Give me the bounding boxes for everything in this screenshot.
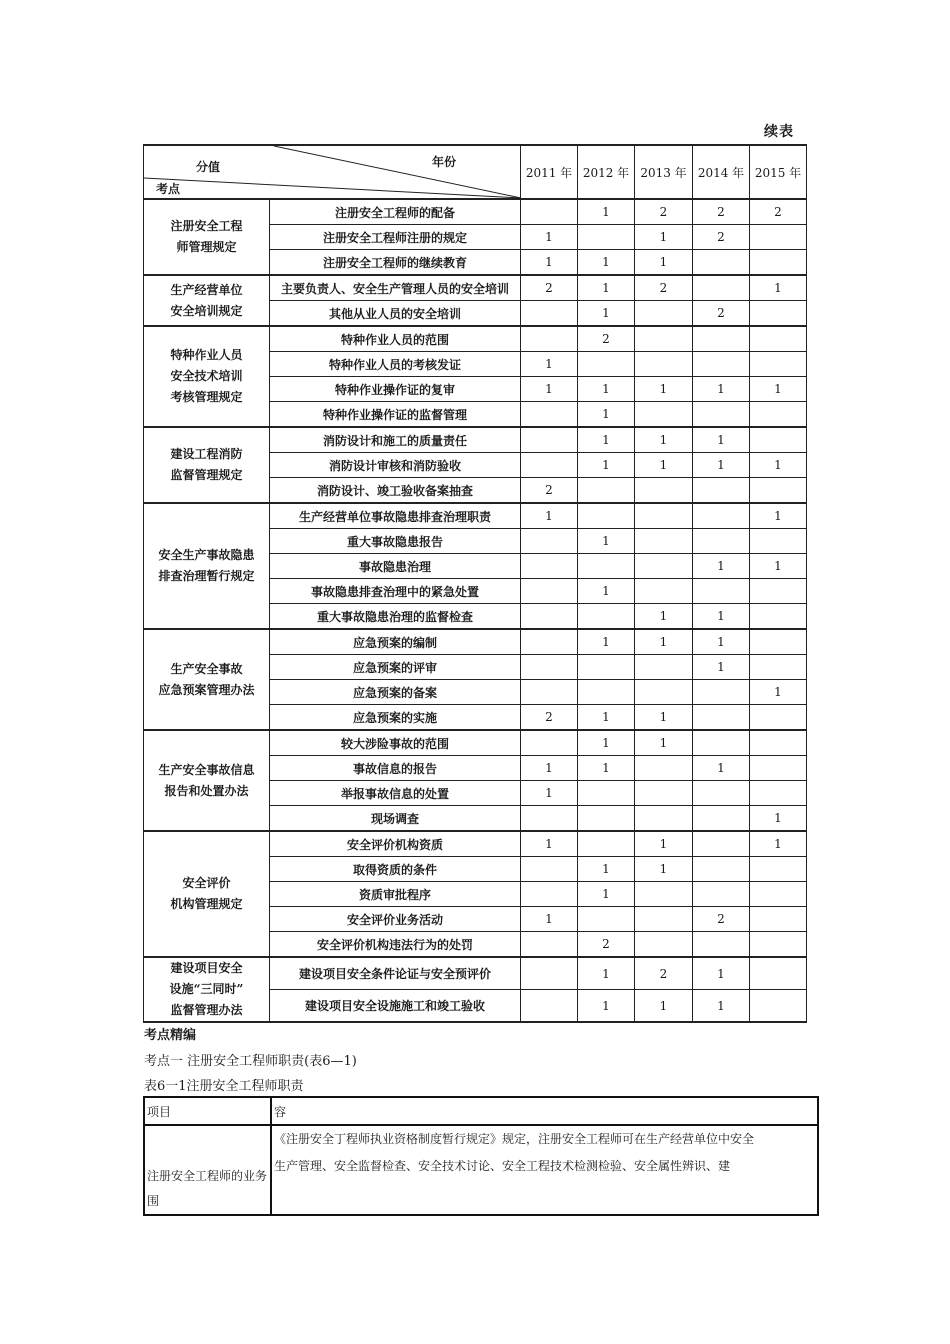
score-cell xyxy=(635,503,693,529)
score-cell xyxy=(750,756,807,781)
score-cell xyxy=(635,554,693,579)
category-cell: 生产经营单位 安全培训规定 xyxy=(144,275,270,326)
table-row xyxy=(144,503,807,529)
score-cell: 1 xyxy=(578,275,635,301)
point-cell: 消防设计审核和消防验收 xyxy=(270,453,521,478)
table-row xyxy=(144,199,807,225)
head-content-cell: 容 xyxy=(271,1097,818,1125)
score-cell xyxy=(578,554,635,579)
exam-points-table xyxy=(143,144,807,1023)
score-cell: 2 xyxy=(578,932,635,958)
point-cell: 注册安全工程师的配备 xyxy=(270,199,521,225)
score-cell xyxy=(578,478,635,504)
point-cell: 安全评价业务活动 xyxy=(270,907,521,932)
score-cell xyxy=(750,629,807,655)
year-header: 2014 年 xyxy=(693,145,750,199)
score-cell: 2 xyxy=(635,957,693,990)
score-cell xyxy=(750,882,807,907)
score-cell: 1 xyxy=(521,250,578,276)
score-cell: 1 xyxy=(578,453,635,478)
score-cell xyxy=(693,579,750,604)
score-cell: 1 xyxy=(521,503,578,529)
category-cell: 注册安全工程 师管理规定 xyxy=(144,199,270,275)
score-cell: 1 xyxy=(521,781,578,806)
score-cell xyxy=(635,326,693,352)
score-cell: 1 xyxy=(578,705,635,731)
table-row xyxy=(144,957,807,990)
continued-label: 续表 xyxy=(764,124,794,140)
point-cell: 资质审批程序 xyxy=(270,882,521,907)
score-cell xyxy=(750,857,807,882)
score-cell xyxy=(635,907,693,932)
score-cell xyxy=(635,655,693,680)
score-cell xyxy=(693,352,750,377)
score-cell xyxy=(521,529,578,554)
point-cell: 应急预案的实施 xyxy=(270,705,521,731)
score-cell xyxy=(693,882,750,907)
score-cell xyxy=(750,730,807,756)
year-header: 2012 年 xyxy=(578,145,635,199)
score-cell: 1 xyxy=(693,604,750,630)
score-cell: 2 xyxy=(693,907,750,932)
score-cell xyxy=(521,857,578,882)
category-cell: 生产安全事故信息 报告和处置办法 xyxy=(144,730,270,831)
score-cell: 2 xyxy=(521,705,578,731)
score-cell xyxy=(750,957,807,990)
score-cell: 1 xyxy=(635,453,693,478)
point-cell: 应急预案的备案 xyxy=(270,680,521,705)
score-cell: 1 xyxy=(578,529,635,554)
score-cell: 1 xyxy=(578,857,635,882)
score-cell: 1 xyxy=(693,427,750,453)
score-cell xyxy=(750,352,807,377)
score-cell xyxy=(750,990,807,1023)
score-cell xyxy=(521,326,578,352)
head-item-cell: 项目 xyxy=(144,1097,271,1125)
score-cell xyxy=(693,806,750,832)
score-cell xyxy=(750,655,807,680)
year-header: 2015 年 xyxy=(750,145,807,199)
point-cell: 特种作业人员的考核发证 xyxy=(270,352,521,377)
score-cell xyxy=(693,402,750,428)
score-cell xyxy=(750,250,807,276)
score-cell: 1 xyxy=(578,199,635,225)
score-cell xyxy=(635,529,693,554)
score-cell xyxy=(750,932,807,958)
point-cell: 重大事故隐患报告 xyxy=(270,529,521,554)
table-row xyxy=(144,831,807,857)
row-item-cell xyxy=(144,1125,271,1215)
score-cell xyxy=(521,402,578,428)
score-cell xyxy=(521,655,578,680)
score-cell: 1 xyxy=(635,629,693,655)
row-item-text: 注册安全工程师的业务围 xyxy=(147,1169,268,1208)
point-cell: 重大事故隐患治理的监督检查 xyxy=(270,604,521,630)
point-cell: 生产经营单位事故隐患排查治理职责 xyxy=(270,503,521,529)
score-cell: 1 xyxy=(635,730,693,756)
point-cell: 安全评价机构资质 xyxy=(270,831,521,857)
score-cell xyxy=(521,554,578,579)
score-cell: 1 xyxy=(578,377,635,402)
score-cell xyxy=(750,781,807,806)
header-point-label: 考点 xyxy=(156,182,181,196)
point-cell: 建设项目安全条件论证与安全预评价 xyxy=(270,957,521,990)
point-cell: 事故隐患治理 xyxy=(270,554,521,579)
score-cell: 1 xyxy=(635,705,693,731)
score-cell xyxy=(693,781,750,806)
category-cell: 安全评价 机构管理规定 xyxy=(144,831,270,957)
score-cell xyxy=(578,907,635,932)
point-cell: 取得资质的条件 xyxy=(270,857,521,882)
score-cell xyxy=(693,932,750,958)
header-year-label: 年份 xyxy=(432,155,457,169)
score-cell xyxy=(750,579,807,604)
score-cell xyxy=(693,730,750,756)
category-cell: 建设工程消防 监督管理规定 xyxy=(144,427,270,503)
score-cell: 1 xyxy=(635,377,693,402)
point-cell: 应急预案的评审 xyxy=(270,655,521,680)
point-cell: 注册安全工程师的继续教育 xyxy=(270,250,521,276)
score-cell: 1 xyxy=(635,225,693,250)
score-cell xyxy=(693,503,750,529)
score-cell: 1 xyxy=(521,377,578,402)
score-cell xyxy=(635,579,693,604)
score-cell: 1 xyxy=(578,579,635,604)
score-cell: 1 xyxy=(693,377,750,402)
score-cell: 1 xyxy=(693,957,750,990)
diagonal-header-cell xyxy=(144,145,521,199)
score-cell xyxy=(521,629,578,655)
score-cell xyxy=(750,402,807,428)
score-cell: 2 xyxy=(578,326,635,352)
row-content-cell xyxy=(271,1125,818,1215)
score-cell xyxy=(750,301,807,327)
score-cell xyxy=(635,680,693,705)
score-cell xyxy=(521,957,578,990)
score-cell: 1 xyxy=(750,806,807,832)
duties-table xyxy=(143,1096,819,1216)
score-cell: 1 xyxy=(635,857,693,882)
score-cell: 2 xyxy=(693,199,750,225)
score-cell xyxy=(693,478,750,504)
score-cell: 1 xyxy=(521,756,578,781)
table-caption: 表6一1注册安全工程师职责 xyxy=(144,1079,304,1094)
score-cell xyxy=(750,705,807,731)
score-cell xyxy=(521,427,578,453)
score-cell: 2 xyxy=(521,478,578,504)
score-cell: 1 xyxy=(521,907,578,932)
score-cell: 1 xyxy=(750,831,807,857)
score-cell xyxy=(635,932,693,958)
category-cell: 生产安全事故 应急预案管理办法 xyxy=(144,629,270,730)
score-cell: 1 xyxy=(578,402,635,428)
score-cell: 1 xyxy=(635,990,693,1023)
score-cell xyxy=(635,352,693,377)
score-cell xyxy=(635,756,693,781)
score-cell: 1 xyxy=(693,453,750,478)
point-cell: 注册安全工程师注册的规定 xyxy=(270,225,521,250)
score-cell xyxy=(578,831,635,857)
score-cell: 2 xyxy=(521,275,578,301)
score-cell: 2 xyxy=(693,225,750,250)
score-cell xyxy=(578,806,635,832)
score-cell xyxy=(635,781,693,806)
score-cell: 1 xyxy=(635,604,693,630)
score-cell: 1 xyxy=(693,554,750,579)
score-cell: 1 xyxy=(521,831,578,857)
point-one-heading: 考点一 注册安全工程师职责(表6—1) xyxy=(144,1054,357,1069)
point-cell: 安全评价机构违法行为的处罚 xyxy=(270,932,521,958)
score-cell xyxy=(578,503,635,529)
score-cell: 1 xyxy=(521,352,578,377)
header-score-label: 分值 xyxy=(196,160,221,174)
score-cell: 1 xyxy=(750,503,807,529)
point-cell: 主要负责人、安全生产管理人员的安全培训 xyxy=(270,275,521,301)
score-cell xyxy=(750,326,807,352)
score-cell xyxy=(693,857,750,882)
score-cell: 1 xyxy=(635,427,693,453)
point-cell: 特种作业操作证的监督管理 xyxy=(270,402,521,428)
score-cell: 1 xyxy=(750,275,807,301)
score-cell xyxy=(521,604,578,630)
score-cell xyxy=(578,680,635,705)
point-cell: 事故隐患排查治理中的紧急处置 xyxy=(270,579,521,604)
score-cell xyxy=(521,301,578,327)
point-cell: 其他从业人员的安全培训 xyxy=(270,301,521,327)
score-cell xyxy=(750,604,807,630)
score-cell xyxy=(750,427,807,453)
score-cell xyxy=(635,301,693,327)
score-cell xyxy=(693,275,750,301)
score-cell: 2 xyxy=(635,275,693,301)
score-cell: 2 xyxy=(750,199,807,225)
score-cell xyxy=(521,730,578,756)
point-cell: 应急预案的编制 xyxy=(270,629,521,655)
score-cell: 1 xyxy=(750,377,807,402)
table-row xyxy=(144,275,807,301)
score-cell xyxy=(635,478,693,504)
section-title: 考点精编 xyxy=(144,1028,197,1043)
point-cell: 现场调查 xyxy=(270,806,521,832)
score-cell xyxy=(635,402,693,428)
score-cell: 1 xyxy=(750,453,807,478)
score-cell xyxy=(750,225,807,250)
table-row xyxy=(144,730,807,756)
score-cell xyxy=(635,882,693,907)
point-cell: 特种作业人员的范围 xyxy=(270,326,521,352)
score-cell xyxy=(521,453,578,478)
point-cell: 消防设计和施工的质量责任 xyxy=(270,427,521,453)
score-cell xyxy=(693,529,750,554)
score-cell xyxy=(750,478,807,504)
year-header: 2011 年 xyxy=(521,145,578,199)
category-cell: 建设项目安全 设施“三同时” 监督管理办法 xyxy=(144,957,270,1022)
score-cell: 1 xyxy=(578,882,635,907)
score-cell xyxy=(521,932,578,958)
point-cell: 消防设计、竣工验收备案抽查 xyxy=(270,478,521,504)
score-cell xyxy=(521,199,578,225)
score-cell: 1 xyxy=(578,629,635,655)
point-cell: 建设项目安全设施施工和竣工验收 xyxy=(270,990,521,1023)
score-cell xyxy=(693,326,750,352)
score-cell xyxy=(521,882,578,907)
score-cell xyxy=(521,579,578,604)
score-cell xyxy=(521,806,578,832)
score-cell xyxy=(578,655,635,680)
score-cell xyxy=(521,990,578,1023)
table-row xyxy=(144,427,807,453)
score-cell: 1 xyxy=(693,756,750,781)
score-cell: 1 xyxy=(693,990,750,1023)
score-cell: 1 xyxy=(693,655,750,680)
table-row xyxy=(144,629,807,655)
score-cell: 1 xyxy=(693,629,750,655)
content-line: 生产管理、安全监督检查、安全技术讨论、安全工程技术检测检验、安全属性辨识、建 xyxy=(274,1159,731,1173)
score-cell: 1 xyxy=(578,756,635,781)
score-cell xyxy=(693,680,750,705)
score-cell xyxy=(635,806,693,832)
score-cell: 1 xyxy=(578,957,635,990)
score-cell: 1 xyxy=(578,990,635,1023)
score-cell xyxy=(693,705,750,731)
point-cell: 特种作业操作证的复审 xyxy=(270,377,521,402)
score-cell xyxy=(578,604,635,630)
category-cell: 特种作业人员 安全技术培训 考核管理规定 xyxy=(144,326,270,427)
score-cell: 1 xyxy=(750,554,807,579)
score-cell xyxy=(521,680,578,705)
score-cell: 2 xyxy=(693,301,750,327)
score-cell: 1 xyxy=(635,831,693,857)
score-cell xyxy=(750,529,807,554)
content-line: 《注册安全丁程师执业资格制度暂行规定》规定，注册安全工程师可在生产经营单位中安全 xyxy=(274,1132,755,1146)
score-cell: 1 xyxy=(578,250,635,276)
point-cell: 举报事故信息的处置 xyxy=(270,781,521,806)
category-cell: 安全生产事故隐患 排查治理暂行规定 xyxy=(144,503,270,629)
score-cell: 1 xyxy=(635,250,693,276)
score-cell xyxy=(578,225,635,250)
score-cell: 1 xyxy=(521,225,578,250)
score-cell: 2 xyxy=(635,199,693,225)
score-cell xyxy=(693,831,750,857)
score-cell xyxy=(693,250,750,276)
score-cell xyxy=(578,781,635,806)
table-row xyxy=(144,326,807,352)
score-cell xyxy=(578,352,635,377)
score-cell: 1 xyxy=(750,680,807,705)
year-header: 2013 年 xyxy=(635,145,693,199)
point-cell: 较大涉险事故的范围 xyxy=(270,730,521,756)
score-cell: 1 xyxy=(578,427,635,453)
point-cell: 事故信息的报告 xyxy=(270,756,521,781)
score-cell xyxy=(750,907,807,932)
score-cell: 1 xyxy=(578,730,635,756)
score-cell: 1 xyxy=(578,301,635,327)
